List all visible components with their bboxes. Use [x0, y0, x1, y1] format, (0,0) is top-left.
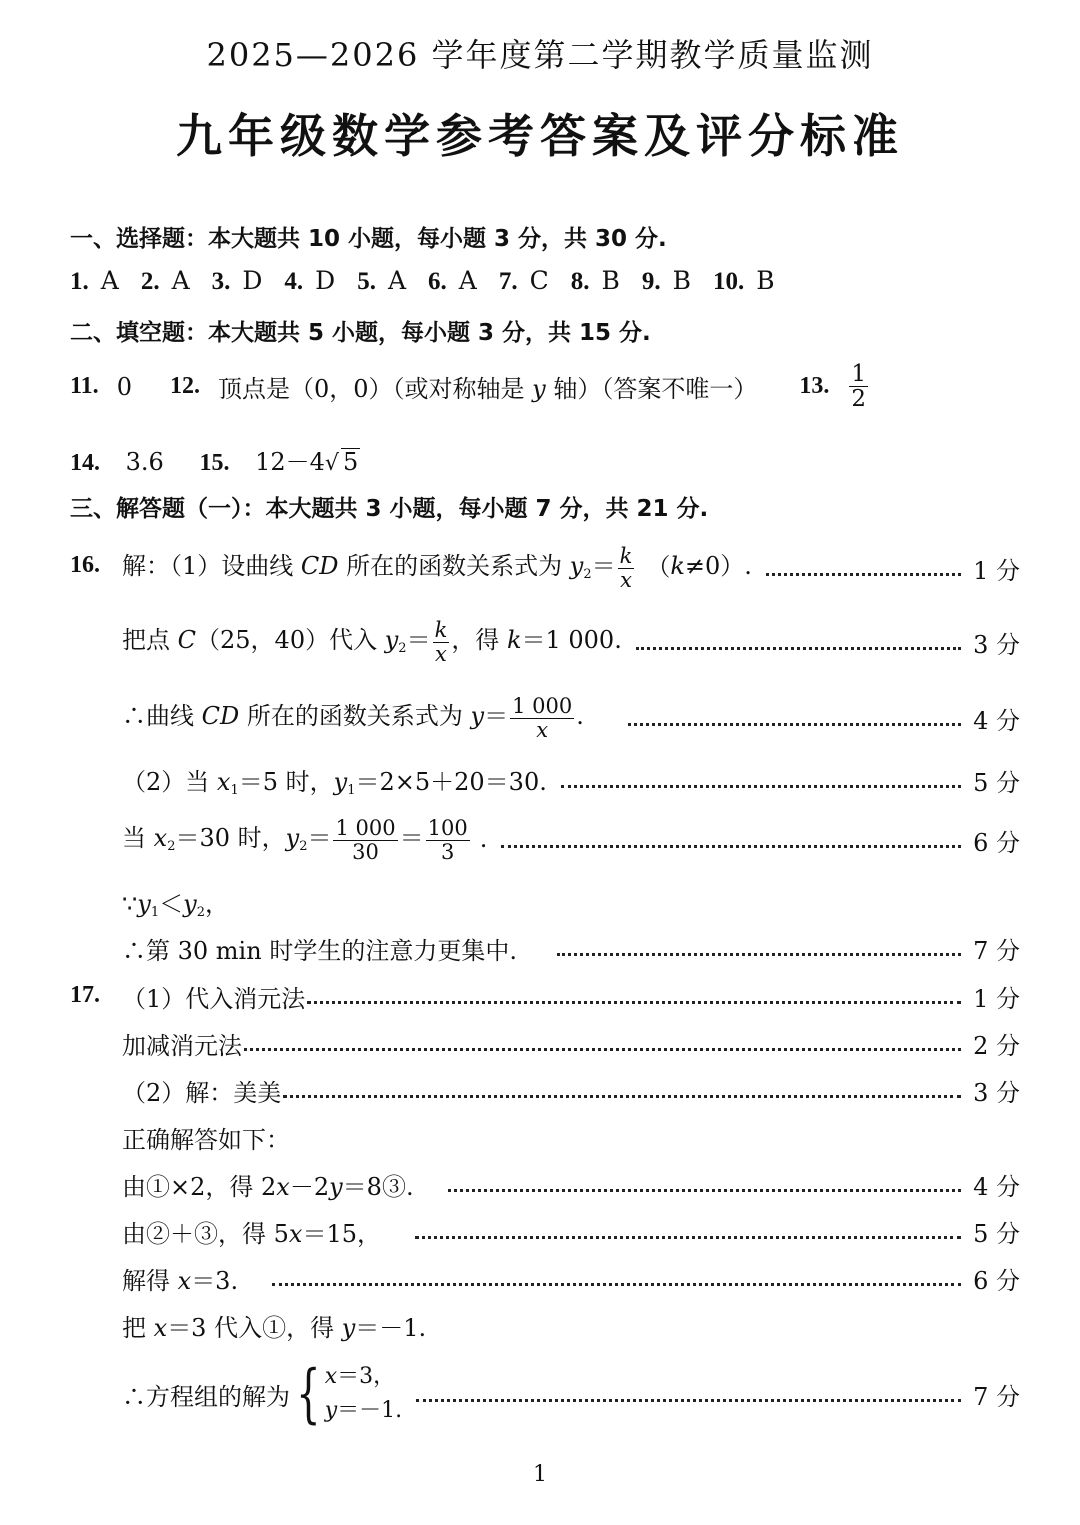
denominator: x [536, 717, 549, 742]
score: 2 分 [973, 1031, 1020, 1060]
q17-line-9-content [122, 1357, 403, 1431]
q11-number: 11. [70, 373, 99, 400]
denominator: x [435, 641, 447, 666]
choice-number: 8. [570, 268, 590, 295]
choice-answer-3 [212, 266, 271, 296]
leader-dots [448, 1189, 962, 1192]
text: ＝ [484, 702, 509, 731]
denominator: 3 [440, 839, 455, 864]
subscript: 1 [347, 783, 356, 798]
leader-dots [272, 1283, 961, 1286]
q17-line-3 [122, 1072, 1020, 1108]
variable-y: y [470, 702, 485, 731]
variable-k: k [670, 552, 685, 581]
numerator: k [619, 544, 633, 569]
score: 4 分 [973, 706, 1020, 735]
q16-line-6 [122, 884, 1020, 920]
choice-number: 1. [70, 268, 89, 295]
variable-c: C [177, 626, 197, 655]
choice-answer-10 [713, 266, 783, 296]
text: ＝3， [337, 1363, 396, 1389]
q17-line-1 [122, 978, 1020, 1014]
variable-y: y [137, 890, 151, 918]
q17-line-6 [122, 1213, 1020, 1249]
variable-y: y [329, 1172, 343, 1201]
text: 所在的函数关系式为 [239, 702, 471, 731]
variable-y: y [384, 626, 399, 655]
score: 6 分 [973, 828, 1020, 857]
choice-letter: A [458, 266, 477, 295]
choice-answer-9 [642, 266, 699, 296]
choice-number: 9. [641, 268, 661, 295]
text: ＝30 时， [175, 824, 286, 853]
leader-dots [416, 1399, 961, 1402]
q16-line-1 [122, 540, 1020, 596]
q15-radicand: 5 [342, 448, 359, 476]
choice-answer-7 [499, 266, 557, 296]
q16-line-3-content [122, 695, 584, 740]
choice-letter: B [756, 266, 775, 295]
leader-dots [244, 1048, 961, 1051]
text: ， [204, 890, 229, 918]
choice-number: 3. [211, 268, 231, 295]
q14-answer: 3.6 [125, 448, 164, 476]
subscript: 1 [150, 905, 160, 920]
text: 当 [122, 824, 154, 853]
text: ＝－1. [355, 1313, 427, 1342]
variable-y: y [324, 1398, 338, 1423]
q11-answer: 0 [116, 372, 132, 401]
text: （25，40）代入 [196, 626, 385, 655]
score: 1 分 [973, 984, 1020, 1013]
choice-answer-8 [571, 266, 628, 296]
q17-line-9 [122, 1356, 1020, 1432]
variable-y: y [569, 552, 584, 581]
q16-line-1-content [122, 545, 752, 590]
fill-answers-row-1 [70, 362, 870, 411]
choice-number: 7. [498, 268, 518, 295]
subscript: 2 [398, 641, 407, 657]
sqrt-symbol: √ [324, 451, 339, 476]
q17-line-8 [122, 1307, 1020, 1343]
choice-answers [70, 266, 797, 296]
q16-line-3 [122, 690, 1020, 746]
choice-letter: B [601, 266, 620, 295]
variable-x: x [288, 1219, 303, 1248]
choice-number: 6. [428, 268, 447, 295]
choice-number: 4. [284, 268, 304, 295]
q17-line-6-content [122, 1214, 381, 1249]
score: 4 分 [973, 1172, 1020, 1201]
variable-x: x [153, 824, 168, 853]
text: ＝－1. [337, 1398, 403, 1423]
choice-letter: D [315, 266, 336, 295]
subscript: 2 [167, 839, 176, 855]
text: ＜ [159, 890, 184, 918]
text: ＝1 000. [521, 626, 622, 655]
q17-line-5-content [122, 1167, 414, 1202]
q16-line-5-content [122, 817, 487, 862]
page-number: 1 [533, 1462, 547, 1487]
variable-k: k [506, 626, 522, 655]
variable-y: y [341, 1313, 356, 1342]
text: ＝8③. [342, 1172, 414, 1201]
subscript: 1 [230, 783, 239, 798]
fill-answers-row-2 [70, 442, 360, 477]
text: ∵ [122, 890, 138, 918]
variable-cd: CD [300, 552, 339, 581]
choice-answer-4 [284, 266, 343, 296]
equation-system [325, 1360, 402, 1428]
leader-dots [561, 785, 961, 788]
choice-number: 10. [712, 268, 745, 295]
text: ＝5 时， [238, 768, 334, 796]
text: ＝ [591, 552, 616, 581]
q17-number: 17. [70, 982, 100, 1008]
text: ∴曲线 [122, 702, 202, 731]
solution-x [325, 1360, 402, 1394]
text: 由②＋③，得 5 [122, 1219, 289, 1248]
q12-answer-part-b: 轴）（答案不唯一） [545, 375, 758, 404]
q13-denominator: 2 [851, 386, 866, 413]
numerator: 100 [427, 816, 468, 841]
leader-dots [307, 1001, 961, 1004]
leader-dots [628, 723, 961, 726]
leader-dots [501, 845, 961, 848]
choice-letter: A [171, 266, 190, 295]
section-heading-choice: 一、选择题：本大题共 10 小题，每小题 3 分，共 30 分. [70, 226, 667, 252]
choice-answer-6 [428, 266, 485, 296]
text: 由①×2，得 2 [122, 1172, 277, 1201]
denominator: x [620, 567, 632, 592]
text: ＝ [406, 626, 431, 655]
fraction-1000-over-x [510, 695, 574, 740]
document-title: 九年级数学参考答案及评分标准 [176, 109, 904, 163]
text: 所在的函数关系式为 [338, 552, 570, 581]
text: ＝15， [302, 1219, 381, 1248]
score: 3 分 [973, 630, 1020, 659]
q16-line-4 [122, 762, 1020, 798]
choice-letter: C [529, 266, 549, 295]
q16-line-7 [122, 930, 1020, 966]
fraction-1000-over-30 [333, 817, 397, 862]
q17-line-7 [122, 1260, 1020, 1296]
section-heading-solve: 三、解答题（一）：本大题共 3 小题，每小题 7 分，共 21 分. [70, 496, 709, 522]
q16-line-4-content [122, 762, 547, 798]
q16-line-7-content: ∴第 30 min 时学生的注意力更集中. [122, 936, 517, 965]
q17-line-1-content: （1）代入消元法 [122, 984, 306, 1013]
q16-line-6-content [122, 884, 229, 920]
q17-line-2-content: 加减消元法 [122, 1031, 242, 1060]
score: 7 分 [973, 936, 1020, 965]
solution-y [325, 1394, 402, 1428]
left-brace: { [296, 1357, 321, 1431]
text: . [479, 824, 488, 853]
leader-dots [415, 1236, 961, 1239]
choice-answer-2 [141, 266, 198, 296]
text: 解得 [122, 1266, 178, 1295]
text: ≠0）. [684, 552, 752, 581]
q17-line-4 [122, 1119, 1020, 1155]
q17-line-2 [122, 1025, 1020, 1061]
subscript: 2 [299, 839, 308, 855]
subscript: 2 [583, 567, 592, 583]
numerator: 1 000 [335, 816, 396, 841]
q16-number: 16. [70, 552, 100, 578]
score: 6 分 [973, 1266, 1020, 1295]
variable-y: y [183, 890, 197, 918]
leader-dots [283, 1095, 961, 1098]
denominator: 30 [352, 839, 379, 864]
score: 7 分 [973, 1382, 1020, 1411]
text: ＝3 代入①，得 [167, 1313, 342, 1342]
leader-dots [766, 573, 961, 576]
score: 1 分 [973, 556, 1020, 585]
choice-letter: B [672, 266, 691, 295]
variable-x: x [324, 1363, 338, 1389]
subscript: 2 [196, 905, 205, 920]
q17-line-4-content: 正确解答如下： [122, 1125, 290, 1154]
numerator: k [434, 618, 448, 643]
variable-x: x [153, 1313, 168, 1342]
choice-answer-1 [70, 266, 127, 296]
q15-number: 15. [199, 450, 230, 476]
q17-line-5 [122, 1166, 1020, 1202]
score: 5 分 [973, 768, 1020, 797]
section-heading-fill: 二、填空题：本大题共 5 小题，每小题 3 分，共 15 分. [70, 320, 651, 346]
q15-answer [255, 448, 360, 476]
q13-number: 13. [799, 373, 830, 400]
q17-line-3-content: （2）解：美美 [122, 1078, 282, 1107]
text: －2 [289, 1172, 330, 1201]
variable-x: x [276, 1172, 290, 1201]
text: ＝ [307, 824, 332, 853]
variable-x: x [177, 1266, 192, 1295]
q16-line-5 [122, 812, 1020, 868]
q15-answer-part-a: 12－4 [255, 448, 325, 476]
fraction-k-over-x [433, 619, 450, 664]
q13-numerator: 1 [851, 361, 866, 387]
leader-dots [557, 953, 961, 956]
q12-number: 12. [169, 373, 200, 400]
text: . [576, 702, 584, 731]
text: 解：（1）设曲线 [122, 552, 301, 581]
text: （ [646, 552, 671, 581]
text: ＝3. [191, 1266, 239, 1295]
choice-number: 2. [140, 268, 160, 295]
choice-letter: A [100, 266, 119, 295]
score: 3 分 [973, 1078, 1020, 1107]
variable-x: x [216, 768, 231, 796]
q17-line-8-content [122, 1308, 426, 1343]
q12-variable: y [532, 375, 546, 404]
choice-number: 5. [357, 268, 376, 295]
text: ，得 [451, 626, 507, 655]
q17-line-7-content [122, 1261, 238, 1296]
text: （2）当 [122, 768, 217, 796]
q16-line-2 [122, 614, 1020, 670]
fraction-k-over-x [618, 545, 635, 590]
q14-number: 14. [70, 450, 100, 476]
choice-answer-5 [357, 266, 414, 296]
text: ＝2×5＋20＝30. [355, 768, 547, 796]
exam-title: 2025—2026 学年度第二学期教学质量监测 [206, 36, 874, 74]
numerator: 1 000 [512, 694, 573, 719]
choice-letter: D [242, 266, 263, 295]
q12-answer-part-a: 顶点是（0，0）（或对称轴是 [217, 375, 533, 404]
q16-line-2-content [122, 619, 622, 664]
variable-y: y [285, 824, 300, 853]
choice-letter: A [387, 266, 407, 295]
text: ∴方程组的解为 [122, 1382, 290, 1411]
variable-cd: CD [201, 702, 240, 731]
fraction-100-over-3 [426, 817, 470, 862]
q12-answer [218, 369, 757, 404]
q13-answer-fraction [849, 362, 868, 411]
text: 把 [122, 1313, 154, 1342]
leader-dots [636, 647, 961, 650]
variable-y: y [333, 768, 348, 796]
text: 把点 [122, 626, 178, 655]
text: ＝ [399, 824, 424, 853]
score: 5 分 [973, 1219, 1020, 1248]
